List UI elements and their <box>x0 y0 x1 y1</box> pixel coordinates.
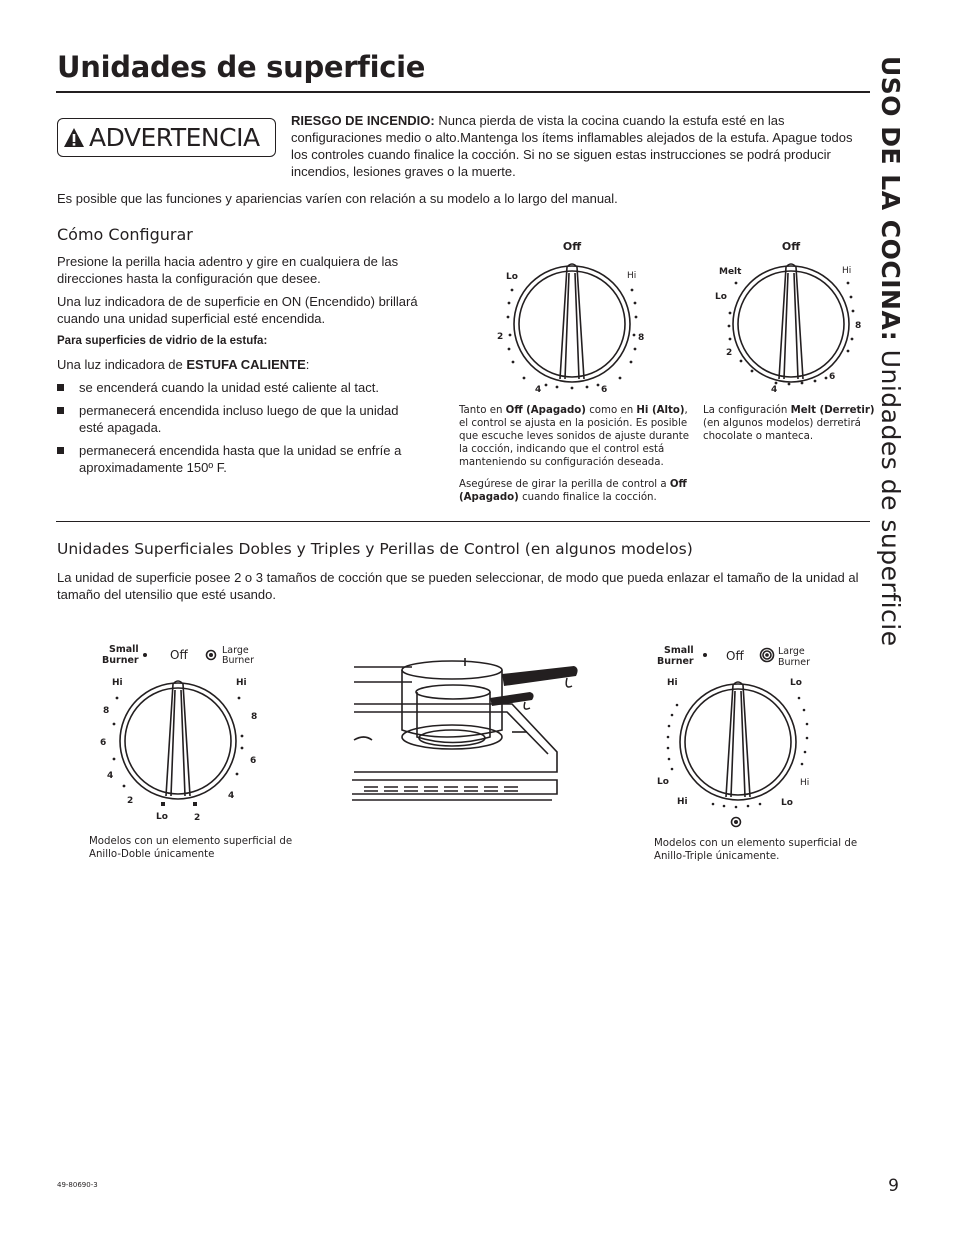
knob1-hi: Hi <box>627 271 637 281</box>
caption-triple: Modelos con un elemento superficial de Anillo-Triple únicamente. <box>654 838 858 862</box>
document-number: 49-80690-3 <box>57 1181 98 1189</box>
caption-turn-off: Asegúrese de girar la perilla de control a Off (Apagado) cuando finalice la cocción. <box>459 479 687 503</box>
warning-badge <box>57 118 276 157</box>
warning-text <box>291 112 871 180</box>
knob3-burner: Burner <box>102 655 139 666</box>
knob4-lo-top: Lo <box>790 678 802 688</box>
como-p1: Presione la perilla hacia adentro y gire en cualquiera de las direcciones hasta la configuración que desee. <box>57 254 399 286</box>
knob4-hi-bottom: Hi <box>677 797 688 807</box>
page-number: 9 <box>888 1176 899 1196</box>
indicator-pre: Una luz indicadora de <box>57 357 187 372</box>
knob3-hi-right: Hi <box>236 678 247 688</box>
knob3-burner2: Burner <box>222 655 255 666</box>
indicator-line <box>57 356 309 373</box>
knob2-8: 8 <box>855 321 862 331</box>
knob4-lo-left: Lo <box>657 777 669 787</box>
knob3-6-left: 6 <box>100 738 107 748</box>
indicator-post: : <box>305 357 310 372</box>
knob4-off: Off <box>726 649 744 663</box>
bullet-item: permanecerá encendida hasta que la unidad se enfríe a aproximadamente 150º F. <box>57 442 447 478</box>
knob1-4: 4 <box>535 385 542 395</box>
knob4-hi-right: Hi <box>800 778 810 788</box>
caption-dual: Modelos con un elemento superficial de Anillo-Doble únicamente <box>89 836 293 860</box>
knob3-4-left: 4 <box>107 771 114 781</box>
knob4-burner2: Burner <box>778 657 811 668</box>
knob4-lo-bottom: Lo <box>781 798 793 808</box>
knob3-off: Off <box>170 648 188 662</box>
knob2-lo: Lo <box>715 292 727 302</box>
title-rule <box>56 91 870 93</box>
indicator-bold: ESTUFA CALIENTE <box>186 357 306 372</box>
knob1-2: 2 <box>497 332 504 342</box>
knob1-lo: Lo <box>506 272 518 282</box>
knob-diagram-standard <box>480 235 670 400</box>
glass-heading: Para superficies de vidrio de la estufa: <box>57 335 268 347</box>
knob3-2-right: 2 <box>194 813 201 823</box>
knob2-4: 4 <box>771 385 778 395</box>
section-rule <box>56 521 870 522</box>
knob1-6: 6 <box>601 385 608 395</box>
knob2-6: 6 <box>829 372 836 382</box>
knob3-lo: Lo <box>156 812 168 822</box>
como-heading: Cómo Configurar <box>57 225 193 244</box>
knob3-8-left: 8 <box>103 706 110 716</box>
knob4-burner: Burner <box>657 656 694 667</box>
knob4-large: Large <box>778 646 805 657</box>
knob2-off: Off <box>781 240 801 253</box>
cooktop-pans-illustration <box>352 652 584 822</box>
knob-diagram-triple-ring <box>650 638 835 833</box>
knob4-hi-top: Hi <box>667 678 678 688</box>
section2-text: La unidad de superficie posee 2 o 3 tamaños de cocción que se pueden seleccionar, de modo que pueda enlazar el tamaño de la unidad al tamaño del utensilio que esté usando. <box>57 570 859 602</box>
intro-text: Es posible que las funciones y apariencias varíen con relación a su modelo a lo largo del manual. <box>57 191 618 206</box>
side-tab-normal: Unidades de superficie <box>876 341 905 647</box>
section2-heading: Unidades Superficiales Dobles y Triples y Perillas de Control (en algunos modelos) <box>57 540 693 558</box>
knob3-2-left: 2 <box>127 796 134 806</box>
warning-lead: RIESGO DE INCENDIO: <box>291 113 435 128</box>
knob3-4-right: 4 <box>228 791 235 801</box>
page-title: Unidades de superficie <box>57 50 426 84</box>
side-tab <box>876 56 920 647</box>
como-p2: Una luz indicadora de de superficie en ON (Encendido) brillará cuando una unidad superficial esté encendida. <box>57 294 418 326</box>
knob2-melt: Melt <box>719 267 742 277</box>
knob1-8: 8 <box>638 333 645 343</box>
warning-triangle-icon <box>63 127 85 149</box>
warning-body: Nunca pierda de vista la cocina cuando la estufa esté en las configuraciones medio o alto.Mantenga los ítems inflamables alejados de la estufa. Apague todos los controles cuando finalice la cocción. Si no se siguen estas instrucciones se podrá producir incendios, lesiones graves o la muerte. <box>291 113 853 179</box>
knob3-large: Large <box>222 645 249 656</box>
knob3-hi-left: Hi <box>112 678 123 688</box>
knob-diagram-dual-ring <box>90 638 275 823</box>
knob4-small: Small <box>664 645 694 656</box>
knob3-8-right: 8 <box>251 712 258 722</box>
knob3-6-right: 6 <box>250 756 257 766</box>
bullet-item: permanecerá encendida incluso luego de que la unidad esté apagada. <box>57 402 447 438</box>
bullet-item: se encenderá cuando la unidad esté caliente al tact. <box>57 379 447 399</box>
knob3-small: Small <box>109 644 139 655</box>
knob-diagram-melt <box>700 235 880 400</box>
knob2-2: 2 <box>726 348 733 358</box>
warning-label: ADVERTENCIA <box>89 123 260 152</box>
caption-melt: La configuración Melt (Derretir) (en algunos modelos) derretirá chocolate o manteca. <box>703 405 875 442</box>
knob1-off: Off <box>562 240 582 253</box>
side-tab-bold: USO DE LA COCINA: <box>876 56 905 342</box>
knob2-hi: Hi <box>842 266 852 276</box>
caption-off-hi: Tanto en Off (Apagado) como en Hi (Alto), el control se ajusta en la posición. Es posible que escuche leves sonidos de ajuste durante la cocción, indicando que el control está manteniendo su configuración deseada. <box>459 405 690 468</box>
